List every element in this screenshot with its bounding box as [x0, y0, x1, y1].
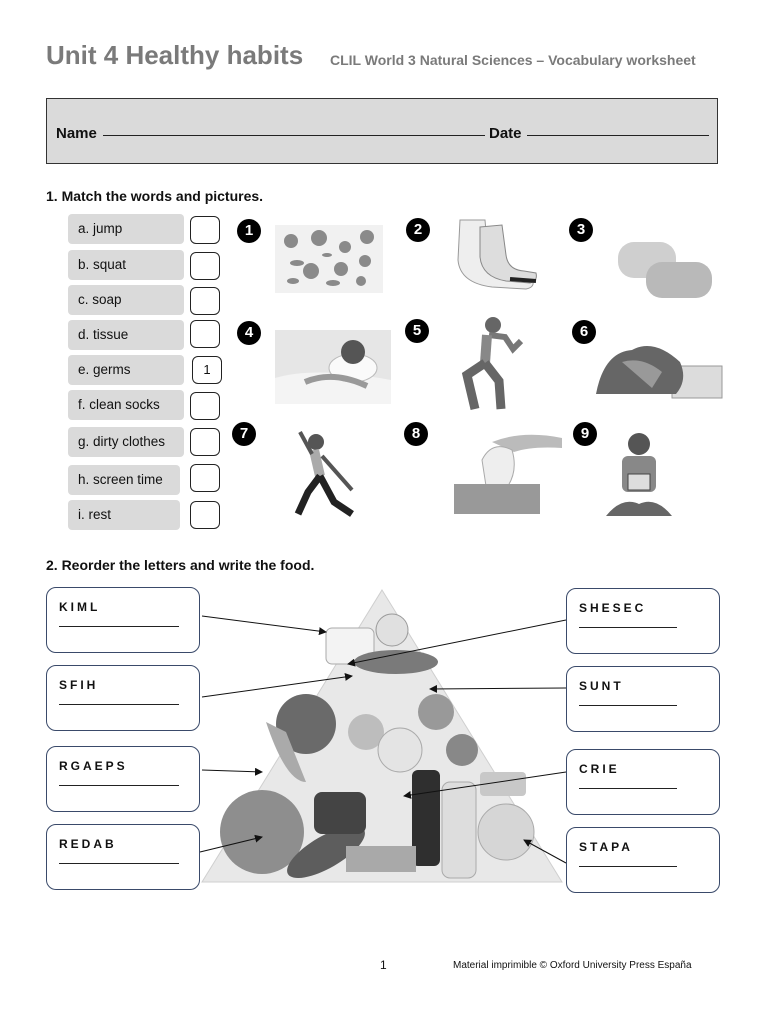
picture-number-4: 4 — [237, 321, 261, 345]
answer-line[interactable] — [59, 626, 179, 627]
word-screen-time: h. screen time — [68, 465, 180, 495]
picture-number-3: 3 — [569, 218, 593, 242]
food-box-stapa — [566, 827, 720, 893]
answer-line[interactable] — [579, 866, 677, 867]
food-box-redab — [46, 824, 200, 890]
food-box-sunt — [566, 666, 720, 732]
scrambled-word: REDAB — [59, 837, 117, 851]
answer-line[interactable] — [579, 627, 677, 628]
answer-line[interactable] — [579, 705, 677, 706]
scrambled-word: SHESEC — [579, 601, 647, 615]
word-soap: c. soap — [68, 285, 184, 315]
picture-number-7: 7 — [232, 422, 256, 446]
exercise2-instruction: 2. Reorder the letters and write the food. — [46, 557, 315, 573]
picture-number-1: 1 — [237, 219, 261, 243]
food-box-sfih — [46, 665, 200, 731]
picture-number-5: 5 — [405, 319, 429, 343]
scrambled-word: SFIH — [59, 678, 99, 692]
food-box-kiml — [46, 587, 200, 653]
food-box-shesec — [566, 588, 720, 654]
word-clean-socks: f. clean socks — [68, 390, 184, 420]
scrambled-word: SUNT — [579, 679, 624, 693]
answer-box-e[interactable]: 1 — [192, 356, 222, 384]
scrambled-word: KIML — [59, 600, 101, 614]
exercise1-instruction: 1. Match the words and pictures. — [46, 188, 264, 204]
answer-line[interactable] — [579, 788, 677, 789]
scrambled-word: RGAEPS — [59, 759, 128, 773]
word-rest: i. rest — [68, 500, 180, 530]
page-subtitle: CLIL World 3 Natural Sciences – Vocabulary worksheet — [330, 52, 696, 68]
date-label: Date — [489, 125, 522, 142]
answer-line[interactable] — [59, 704, 179, 705]
picture-number-8: 8 — [404, 422, 428, 446]
name-label: Name — [56, 125, 97, 142]
answer-line[interactable] — [59, 863, 179, 864]
food-box-crie — [566, 749, 720, 815]
word-jump: a. jump — [68, 214, 184, 244]
food-box-rgaeps — [46, 746, 200, 812]
picture-number-6: 6 — [572, 320, 596, 344]
word-germs: e. germs — [68, 355, 184, 385]
word-dirty-clothes: g. dirty clothes — [68, 427, 184, 457]
word-squat: b. squat — [68, 250, 184, 280]
scrambled-word: STAPA — [579, 840, 633, 854]
picture-number-2: 2 — [406, 218, 430, 242]
picture-number-9: 9 — [573, 422, 597, 446]
page-title: Unit 4 Healthy habits — [46, 40, 304, 70]
answer-line[interactable] — [59, 785, 179, 786]
copyright-notice: Material imprimible © Oxford University Press España — [453, 960, 692, 971]
scrambled-word: CRIE — [579, 762, 620, 776]
word-tissue: d. tissue — [68, 320, 184, 350]
page-number: 1 — [380, 958, 387, 972]
